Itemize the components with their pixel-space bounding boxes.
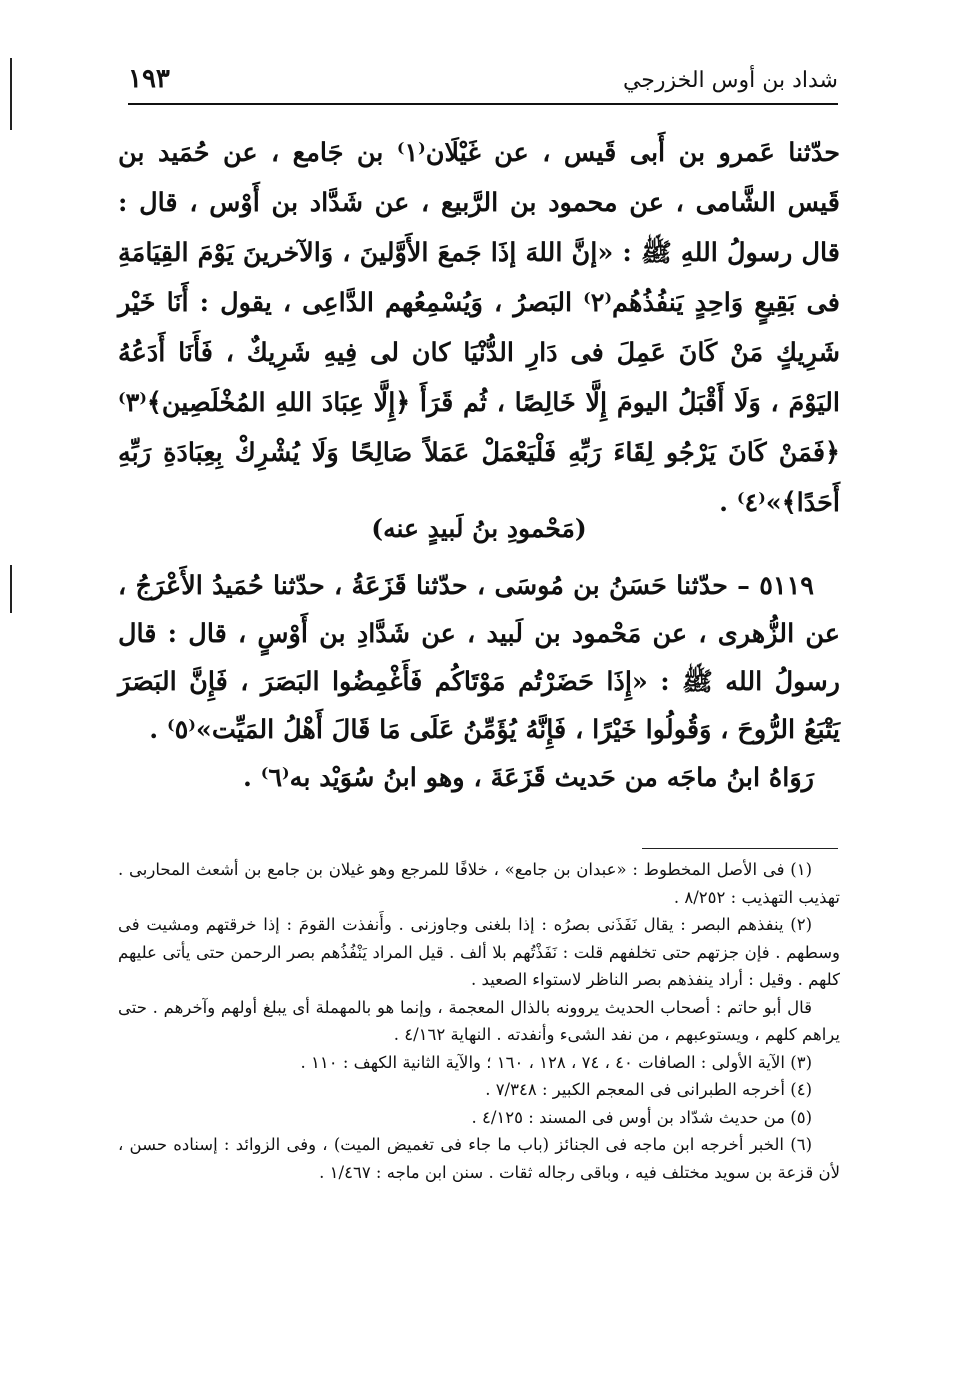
- section-heading: (مَحْمودِ بنُ لَبيدٍ عنه): [371, 514, 587, 543]
- hadith-text: – حدّثنا حَسَنُ بن مُوسَى ، حدّثنا قَزَعَةُ ، حدّثنا حُمَيدُ الأَعْرَجُ ، عن الزُّهرى ، عن مَحْمود بن لَبيد ، عن شَدَّادِ بن أَوْسٍ ، قال : قال رسولُ الله ﷺ : «إِذَا حَضَرْتُم مَوْتَاكُم فَأَغْمِضُوا البَصَرَ ، فَإِنَّ البَصَرَ يَتْبَعُ الرُّوحَ ، وَقُولُوا خَيْرًا ، فَإِنَّهُ يُؤَمِّنُ عَلَى مَا قَالَ أَهْلُ المَيِّت»⁽٥⁾ .: [118, 571, 840, 745]
- footnote: قال أبو حاتم : أصحاب الحديث يروونه بالذال المعجمة ، وإنما هو بالمهملة أى يبلغ أولهم وآخرهم . حتى يراهم كلهم ، ويستوعبهم ، من نفد الشىء وأنفدته . النهاية ٤/١٦٢ .: [118, 997, 840, 1044]
- hadith-note: [118, 754, 840, 802]
- hadith-block: [118, 562, 840, 802]
- main-text: [118, 128, 840, 528]
- footnotes: [118, 856, 840, 1186]
- footnote: (١) فى الأصل المخطوط : «عبدان بن جامع» ، خلافًا للمرجع وهو غيلان بن جامع بن أشعث المحاربى . تهذيب التهذيب : ٨/٢٥٢ .: [118, 860, 840, 907]
- footnote-separator: [642, 848, 838, 849]
- hadith-note-text: رَوَاهُ ابنُ ماجَه من حَديث قَزَعَةَ ، وهو ابنُ سُوَيْد به⁽٦⁾ .: [242, 763, 814, 793]
- page-number: ١٩٣: [128, 64, 170, 94]
- footnote: (٢) ينفذهم البصر : يقال نَفَذَنى بصرُه : إذا بلغنى وجاوزنى . وأَنفذت القومَ : إذا خرقتهم ومشيت فى وسطهم . فإن جزتهم حتى تخلفهم قلت : نَفَذْتُهم بلا ألف . قيل المراد يَنْفُذُهم بصر الرحمن حتى يأتى عليهم كلهم . وقيل : أراد ينفذهم بصر الناظر لاستواء الصعيد .: [118, 915, 840, 989]
- running-title: شداد بن أوس الخزرجي: [622, 68, 838, 93]
- hadith-paragraph: [118, 562, 840, 754]
- paragraph: حدّثنا عَمرو بن أَبى قَيس ، عن غَيْلَان⁽١⁾ بن جَامع ، عن حُمَيد بن قَيس الشَّامى ، عن محمود بن الرَّبيع ، عن شَدَّاد بن أَوْس ، قال : قال رسولُ اللهِ ﷺ : «إنَّ اللهَ إذَا جَمعَ الأَوَّلينَ ، وَالآخرينَ يَوْمَ القِيَامَةِ فى بَقِيعٍ وَاحِدٍ يَنفُذُهُم⁽٢⁾ البَصرُ ، وَيُسْمِعُهم الدَّاعِى ، يقول : أَنَا خَيْر شَرِيكٍ مَنْ كَانَ عَمِلَ فى دَارِ الدُّنْيَا كان لى فِيهِ شَرِيكٌ ، فَأَنَا أَدَعُهُ اليَوْمَ ، وَلَا أَقْبَلُ اليومَ إِلَّا خَالِصًا ، ثُم قَرَأَ ﴿إِلَّا عِبَادَ اللهِ المُخْلَصِين﴾⁽٣⁾ ﴿فَمَنْ كَانَ يَرْجُو لِقَاءَ رَبِّهِ فَلْيَعْمَلْ عَمَلاً صَالِحًا وَلَا يُشْرِكْ بِعِبَادَةِ رَبِّهِ أَحَدًا﴾»⁽٤⁾ .: [118, 138, 840, 518]
- footnote: (٦) الخبر أخرجه ابن ماجه فى الجنائز (باب ما جاء فى تغميض الميت) ، وفى الزوائد : إسناده حسن ، لأن قزعة بن سويد مختلف فيه ، وباقى رجاله ثقات . سنن ابن ماجه : ١/٤٦٧ .: [118, 1135, 840, 1182]
- footnote: (٥) من حديث شدّاد بن أوس فى المسند : ٤/١٢٥ .: [471, 1107, 812, 1127]
- header-rule: [128, 103, 838, 105]
- footnote: (٣) الآية الأولى : الصافات ٤٠ ، ٧٤ ، ١٢٨ ، ١٦٠ ؛ والآية الثانية الكهف : ١١٠ .: [300, 1052, 812, 1072]
- footnote: (٤) أخرجه الطبرانى فى المعجم الكبير : ٧/٣٤٨ .: [485, 1080, 812, 1099]
- binding-edge-mark: [10, 565, 12, 613]
- page-header: [128, 62, 838, 104]
- binding-edge-mark: [10, 58, 12, 130]
- hadith-number: ٥١١٩: [759, 571, 814, 601]
